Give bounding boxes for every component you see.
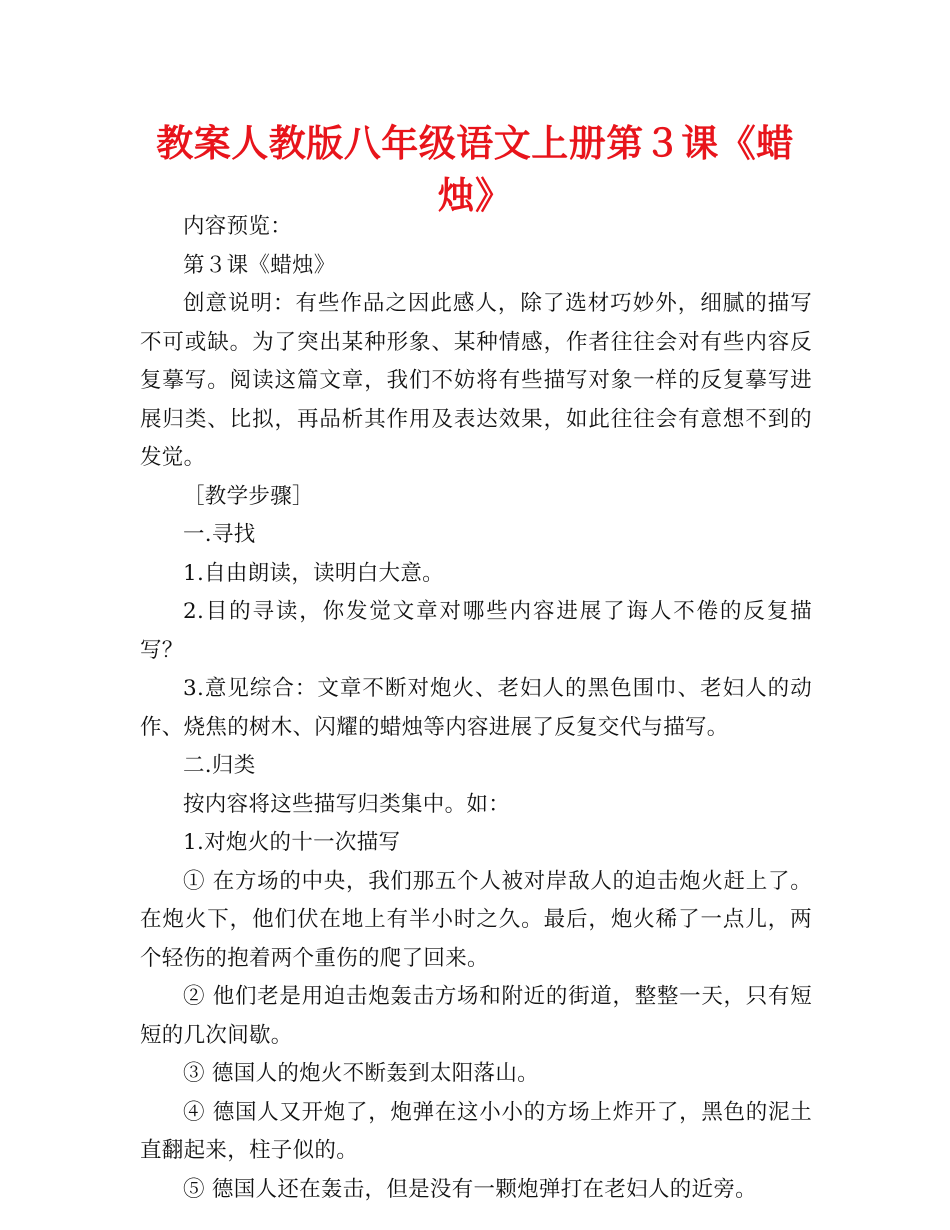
paragraph-teaching-steps: ［教学步骤］ [183,483,314,509]
document-body [140,208,812,1209]
paragraph-classify-intro: 按内容将这些描写归类集中。如： [183,791,511,817]
paragraph-lesson-name: 第３课《蜡烛》 [183,252,336,278]
paragraph-step-1: 1.自由朗读，读明白大意。 [183,560,444,586]
paragraph-section-classify: 二.归类 [183,753,256,778]
paragraph-preview-label: 内容预览： [183,214,293,239]
paragraph-creative-note: 创意说明：有些作品之因此感人，除了选材巧妙外，细腻的描写不可或缺。为了突出某种形象、某种情感，作者往往会对有些内容反复摹写。阅读这篇文章，我们不妨将有些描写对象一样的反复摹写进展归类、比拟，再品析其作用及表达效果，如此往往会有意想不到的发觉。 [140,291,812,470]
paragraph-quote-2: ② 他们老是用迫击炮轰击方场和附近的街道，整整一天，只有短短的几次间歇。 [140,984,812,1048]
paragraph-fire-heading: 1.对炮火的十一次描写 [183,830,401,855]
paragraph-quote-5: ⑤ 德国人还在轰击，但是没有一颗炮弹打在老妇人的近旁。 [183,1176,757,1202]
paragraph-section-find: 一.寻找 [183,522,256,547]
paragraph-step-3: 3.意见综合：文章不断对炮火、老妇人的黑色围巾、老妇人的动作、烧焦的树木、闪耀的蜡烛等内容进展了反复交代与描写。 [140,676,812,740]
paragraph-quote-4: ④ 德国人又开炮了，炮弹在这小小的方场上炸开了，黑色的泥土直翻起来，柱子似的。 [140,1099,812,1163]
document-title: 教案人教版八年级语文上册第３课《蜡烛》 [156,122,794,217]
paragraph-quote-3: ③ 德国人的炮火不断轰到太阳落山。 [183,1061,539,1086]
paragraph-quote-1: ① 在方场的中央，我们那五个人被对岸敌人的迫击炮火赶上了。在炮火下，他们伏在地上有半小时之久。最后，炮火稀了一点儿，两个轻伤的抱着两个重伤的爬了回来。 [140,868,812,971]
paragraph-step-2: 2.目的寻读，你发觉文章对哪些内容进展了诲人不倦的反复描写？ [140,599,812,663]
